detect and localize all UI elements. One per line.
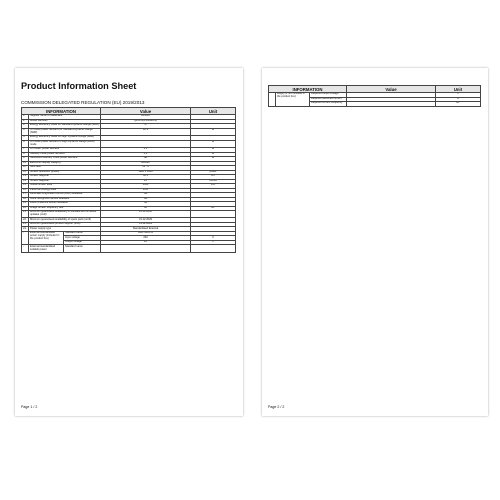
row-number: 1. — [22, 115, 29, 120]
row-value: No — [101, 193, 191, 198]
row-value: 12.9 — [101, 128, 191, 135]
row-label: Visible screen area — [29, 184, 101, 189]
header-unit: Unit — [191, 108, 236, 115]
row-label: Electronic display category — [29, 161, 101, 166]
sub-row-label: Required output voltage — [310, 93, 347, 98]
sub-row-label: Input voltage — [64, 236, 101, 241]
row-label: External standardised power supply (included in the product box) — [29, 231, 64, 245]
row-label: Room presence sensor available — [29, 202, 101, 207]
row-number: 15. — [23, 183, 27, 187]
table-header — [269, 86, 481, 93]
row-unit: W — [191, 140, 236, 147]
document-page-1 — [15, 68, 243, 416]
row-number: - — [22, 231, 29, 245]
row-label: Supplier name or trademark — [29, 115, 101, 120]
row-label: Minimum guaranteed product support (until) — [29, 222, 101, 227]
row-number — [269, 93, 276, 107]
row-unit: W — [191, 148, 236, 153]
row-number: 2. — [22, 119, 29, 124]
row-value — [347, 102, 436, 107]
header-information: INFORMATION — [269, 86, 347, 93]
row-label: External standardised suitable power — [29, 245, 64, 252]
row-label: Model identifier — [29, 119, 101, 124]
header-value: Value — [101, 108, 191, 115]
regulation-subtitle: COMMISSION DELEGATED REGULATION (EU) 2019/2013 — [21, 100, 145, 105]
row-value: 31.12.2029 — [101, 222, 191, 227]
document-page-2 — [262, 68, 488, 416]
row-unit: cm — [191, 175, 236, 180]
row-unit — [191, 211, 236, 218]
header-value: Value — [347, 86, 436, 93]
row-label: Size ratio — [29, 166, 101, 171]
sub-row-label: Output voltage — [64, 240, 101, 245]
row-unit: inches — [191, 179, 236, 184]
page-title: Product Information Sheet — [21, 81, 137, 91]
row-value: 60.5 — [101, 175, 191, 180]
row-unit: W — [191, 157, 236, 162]
row-number: 20. — [23, 206, 27, 209]
product-info-table — [21, 107, 236, 253]
row-value: No — [101, 202, 191, 207]
sub-row-label: Standard name — [64, 231, 101, 236]
row-number: 5. — [22, 136, 29, 141]
row-label: Minimum guaranteed availability of software and firmware updates (until) — [29, 211, 101, 218]
page-footer: Page 2 / 2 — [268, 405, 285, 409]
row-unit: Hz — [436, 102, 481, 107]
row-unit: cm² — [191, 184, 236, 189]
sub-row-label: Required delivered current — [310, 97, 347, 102]
row-value: ADP-45FD B — [101, 231, 191, 236]
row-label: Off mode, power demand — [29, 148, 101, 153]
row-value: 1920 x 1080 — [101, 170, 191, 175]
table-row — [22, 140, 236, 147]
row-number: 11. — [22, 166, 29, 171]
row-number: 12. — [23, 170, 27, 173]
row-label: Image refresh frequency rate — [29, 206, 101, 211]
row-value: 16 : 9 — [101, 166, 191, 171]
row-number: 10. — [23, 161, 27, 164]
row-unit: pixels — [191, 170, 236, 175]
page-footer: Page 1 / 2 — [21, 405, 38, 409]
row-number: 19. — [23, 201, 27, 205]
row-label: On mode power demand in High Dynamic Range (HDR) mode — [29, 140, 101, 147]
sub-row-label: Standard name — [64, 245, 101, 252]
row-number: 16. — [23, 188, 27, 191]
row-number: 4. — [22, 128, 29, 135]
row-number: 13. — [23, 174, 27, 178]
sub-row-label: Required current frequency — [310, 102, 347, 107]
row-value: 24 — [101, 179, 191, 184]
row-unit: Hz — [191, 206, 236, 211]
row-number: 8. — [22, 152, 29, 157]
row-number: 24. — [23, 226, 27, 230]
row-number: 18. — [23, 197, 27, 200]
row-label: Voice recognition sensor available — [29, 197, 101, 202]
row-number: - — [22, 245, 29, 252]
row-value: LCD — [101, 188, 191, 193]
row-label: Networked standby mode power demand — [29, 157, 101, 162]
row-label: Screen diagonal — [29, 175, 101, 180]
row-label: Screen diagonal — [29, 179, 101, 184]
row-label: supply (if not included in the product box) — [276, 93, 310, 107]
table-row — [22, 245, 236, 252]
row-value: Standardised External — [101, 227, 191, 232]
header-unit: Unit — [436, 86, 481, 93]
header-information: INFORMATION — [22, 108, 101, 115]
row-label: Power supply type — [29, 227, 101, 232]
row-label: Minimum guaranteed availability of spare parts (until) — [29, 218, 101, 223]
row-value — [101, 245, 191, 252]
row-value — [101, 140, 191, 147]
row-number: 23. — [23, 222, 27, 226]
table-header — [22, 108, 236, 115]
row-value: D — [101, 124, 191, 129]
row-number: 21. — [22, 211, 29, 218]
row-value: 31.12.2030 — [101, 211, 191, 218]
row-label: Standby mode power demand — [29, 152, 101, 157]
row-label: Screen resolution (pixels) — [29, 170, 101, 175]
row-unit — [191, 245, 236, 252]
row-unit: V — [191, 240, 236, 245]
row-value: Lenovo — [101, 115, 191, 120]
row-value: 20 — [101, 240, 191, 245]
row-value: Monitor — [101, 161, 191, 166]
row-number: 17. — [23, 192, 27, 196]
row-number: 22. — [23, 217, 27, 221]
row-value: 0.3 — [101, 152, 191, 157]
row-value: 1560 — [101, 184, 191, 189]
row-value: 230 — [101, 236, 191, 241]
row-number: 3. — [22, 124, 29, 129]
row-number: 9. — [22, 157, 29, 162]
row-value: 31.12.2029 — [101, 218, 191, 223]
row-label: Energy Efficiency Class for standard Dynamic Range (SDR) — [30, 123, 99, 127]
row-unit: V — [436, 93, 481, 98]
row-value: Q24i-10(F102BFL0) — [101, 119, 191, 124]
table-row — [22, 211, 236, 218]
row-value: 60 — [101, 206, 191, 211]
row-number: 14. — [23, 179, 27, 182]
row-value: NA — [101, 157, 191, 162]
row-label: On mode power demand for Standard Dynamic Range (SDR) — [29, 128, 101, 135]
row-value: 0.3 — [101, 148, 191, 153]
row-value: No — [101, 197, 191, 202]
row-unit: V — [191, 236, 236, 241]
row-number: 6. — [22, 140, 29, 147]
row-label: Energy Efficiency Class for High Dynamic Range (HDR) — [29, 136, 101, 141]
row-label: Automatic Brightness Control (ABC) available — [29, 193, 101, 198]
row-label: Panel technology used — [29, 188, 101, 193]
row-unit: W — [191, 152, 236, 157]
table-row — [22, 128, 236, 135]
product-info-table-continued — [268, 85, 481, 107]
row-unit: W — [191, 128, 236, 135]
row-number: 7. — [22, 148, 29, 153]
row-unit: A — [436, 97, 481, 102]
